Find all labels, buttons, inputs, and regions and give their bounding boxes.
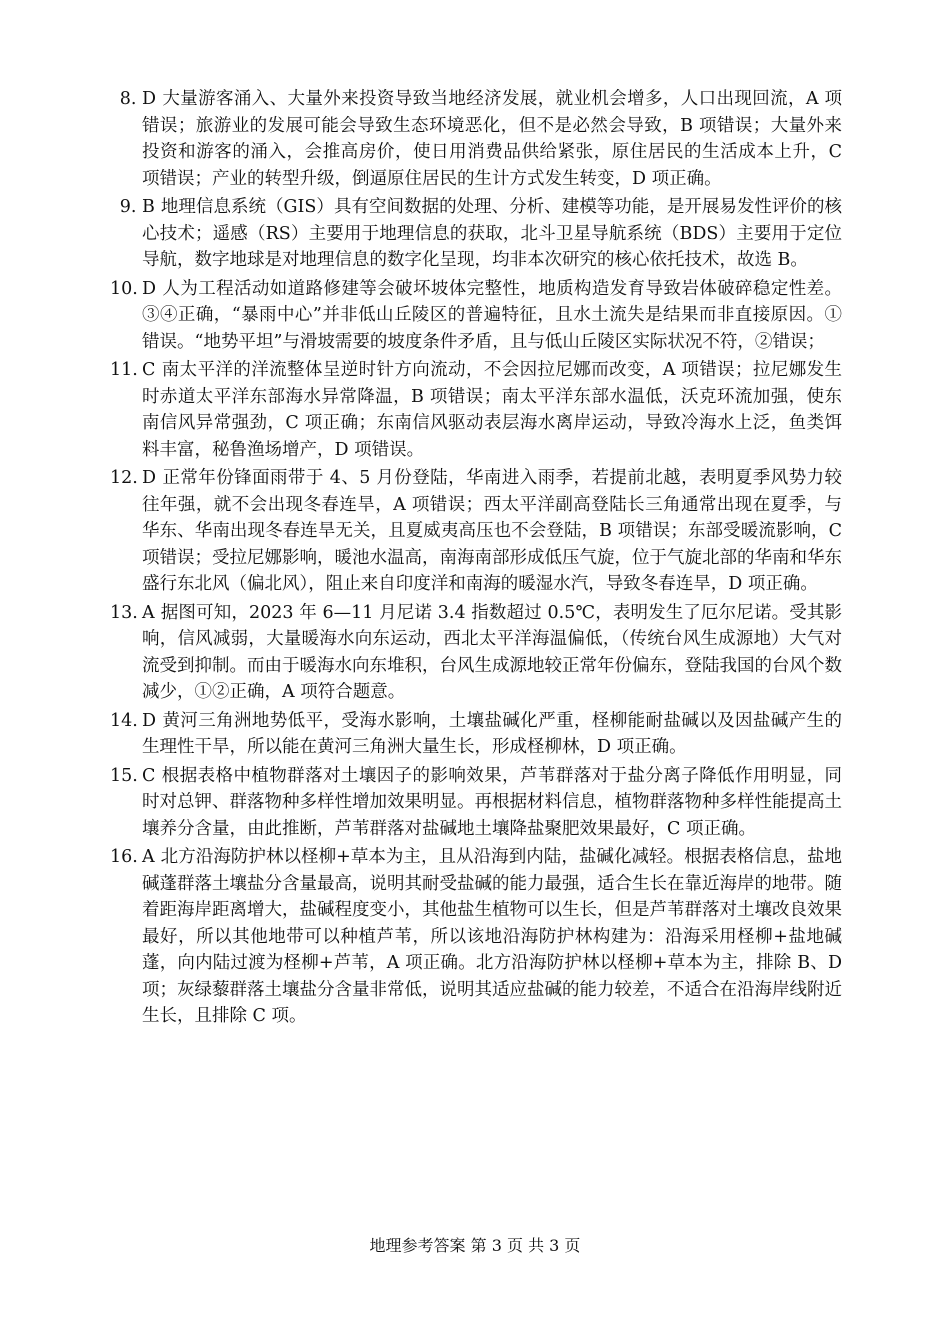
answer-item-15 [110,763,842,843]
answer-choice: C [142,360,156,380]
answer-explanation: 根据表格中植物群落对土壤因子的影响效果，芦苇群落对于盐分离子降低作用明显，同时对总钾、群落物种多样性增加效果明显。再根据材料信息，植物群落物种多样性能提高土壤养分含量，由此推断，芦苇群落对盐碱地土壤降盐聚肥效果最好，C 项正确。 [142,765,842,839]
answer-body [142,194,842,274]
answer-body [142,844,842,1030]
answer-item-8 [110,86,842,192]
answer-choice: D [142,89,157,109]
page-footer: 地理参考答案 第 3 页 共 3 页 [369,1236,581,1255]
answer-number: 11. [110,360,144,380]
answer-number: 10. [110,278,144,299]
answer-number: 14. [110,710,144,731]
answer-explanation: 正常年份锋面雨带于 4、5 月份登陆，华南进入雨季，若提前北越，表明夏季风势力较往年强，就不会出现冬春连旱，A 项错误；西太平洋副高登陆长三角通常出现在夏季，与华东、华南出现冬春连旱无关，且夏威夷高压也不会登陆，B 项错误；东部受暖流影响，C 项错误；受拉尼娜影响，暖池水温高，南海南部形成低压气旋，位于气旋北部的华南和华东盛行东北风（偏北风），阻止来自印度洋和南海的暖湿水汽，导致冬春连旱，D 项正确。 [142,468,842,594]
answer-item-10 [110,276,842,356]
answer-number: 16. [110,847,144,867]
answer-choice: D [142,278,157,299]
answer-body [142,276,842,356]
answer-number: 13. [110,602,144,623]
answer-choice: A [142,602,155,623]
answer-explanation: 据图可知，2023 年 6—11 月尼诺 3.4 指数超过 0.5℃，表明发生了厄尔尼诺。受其影响，信风减弱，大量暖海水向东运动，西北太平洋海温偏低，（传统台风生成源地）大气对流受到抑制。而由于暖海水向东堆积，台风生成源地较正常年份偏东，登陆我国的台风个数减少，①②正确，A 项符合题意。 [142,602,842,702]
answer-number: 8. [119,89,142,109]
answer-body [142,357,842,463]
answer-body [142,763,842,843]
answer-item-14 [110,708,842,761]
answer-number: 15. [110,765,144,786]
answer-number: 9. [119,197,142,217]
answer-item-16 [110,844,842,1030]
answer-explanation: 人为工程活动如道路修建等会破坏坡体完整性，地质构造发育导致岩体破碎稳定性差。③④正确，“暴雨中心”并非低山丘陵区的普遍特征，且水土流失是结果而非直接原因。①错误。“地势平坦”与滑坡需要的坡度条件矛盾，且与低山丘陵区实际状况不符，②错误； [142,278,842,352]
answer-choice: A [142,847,155,867]
answer-explanation: 地理信息系统（GIS）具有空间数据的处理、分析、建模等功能，是开展易发性评价的核心技术；遥感（RS）主要用于地理信息的获取，北斗卫星导航系统（BDS）主要用于定位导航，数字地球是对地理信息的数字化呈现，均非本次研究的核心依托技术，故选 B。 [142,197,842,270]
answer-list [110,86,842,1032]
answer-choice: D [142,468,157,488]
answer-body [142,600,842,706]
answer-explanation: 黄河三角洲地势低平，受海水影响，土壤盐碱化严重，柽柳能耐盐碱以及因盐碱产生的生理性干旱，所以能在黄河三角洲大量生长，形成柽柳林，D 项正确。 [142,710,842,757]
answer-item-12 [110,465,842,598]
answer-choice: B [142,197,155,217]
answer-body [142,708,842,761]
answer-explanation: 大量游客涌入、大量外来投资导致当地经济发展，就业机会增多，人口出现回流，A 项错误；旅游业的发展可能会导致生态环境恶化，但不是必然会导致，B 项错误；大量外来投资和游客的涌入，会推高房价，使日用消费品供给紧张，原住居民的生活成本上升，C 项错误；产业的转型升级，倒逼原住居民的生计方式发生转变，D 项正确。 [142,89,842,189]
answer-item-13 [110,600,842,706]
answer-explanation: 北方沿海防护林以柽柳+草本为主，且从沿海到内陆，盐碱化减轻。根据表格信息，盐地碱蓬群落土壤盐分含量最高，说明其耐受盐碱的能力最强，适合生长在靠近海岸的地带。随着距海岸距离增大，盐碱程度变小，其他盐生植物可以生长，但是芦苇群落对土壤改良效果最好，所以其他地带可以种植芦苇，所以该地沿海防护林构建为：沿海采用柽柳+盐地碱蓬，向内陆过渡为柽柳+芦苇，A 项正确。北方沿海防护林以柽柳+草本为主，排除 B、D 项；灰绿藜群落土壤盐分含量非常低，说明其适应盐碱的能力较差，不适合在沿海岸线附近生长，且排除 C 项。 [142,847,842,1026]
answer-body [142,86,842,192]
answer-item-9 [110,194,842,274]
answer-item-11 [110,357,842,463]
answer-body [142,465,842,598]
answer-choice: C [142,765,156,786]
answer-explanation: 南太平洋的洋流整体呈逆时针方向流动，不会因拉尼娜而改变，A 项错误；拉尼娜发生时赤道太平洋东部海水异常降温，B 项错误；南太平洋东部水温低，沃克环流加强，使东南信风异常强劲，C 项正确；东南信风驱动表层海水离岸运动，导致冷海水上泛，鱼类饵料丰富，秘鲁渔场增产，D 项错误。 [142,360,842,460]
answer-number: 12. [110,468,144,488]
answer-choice: D [142,710,157,731]
